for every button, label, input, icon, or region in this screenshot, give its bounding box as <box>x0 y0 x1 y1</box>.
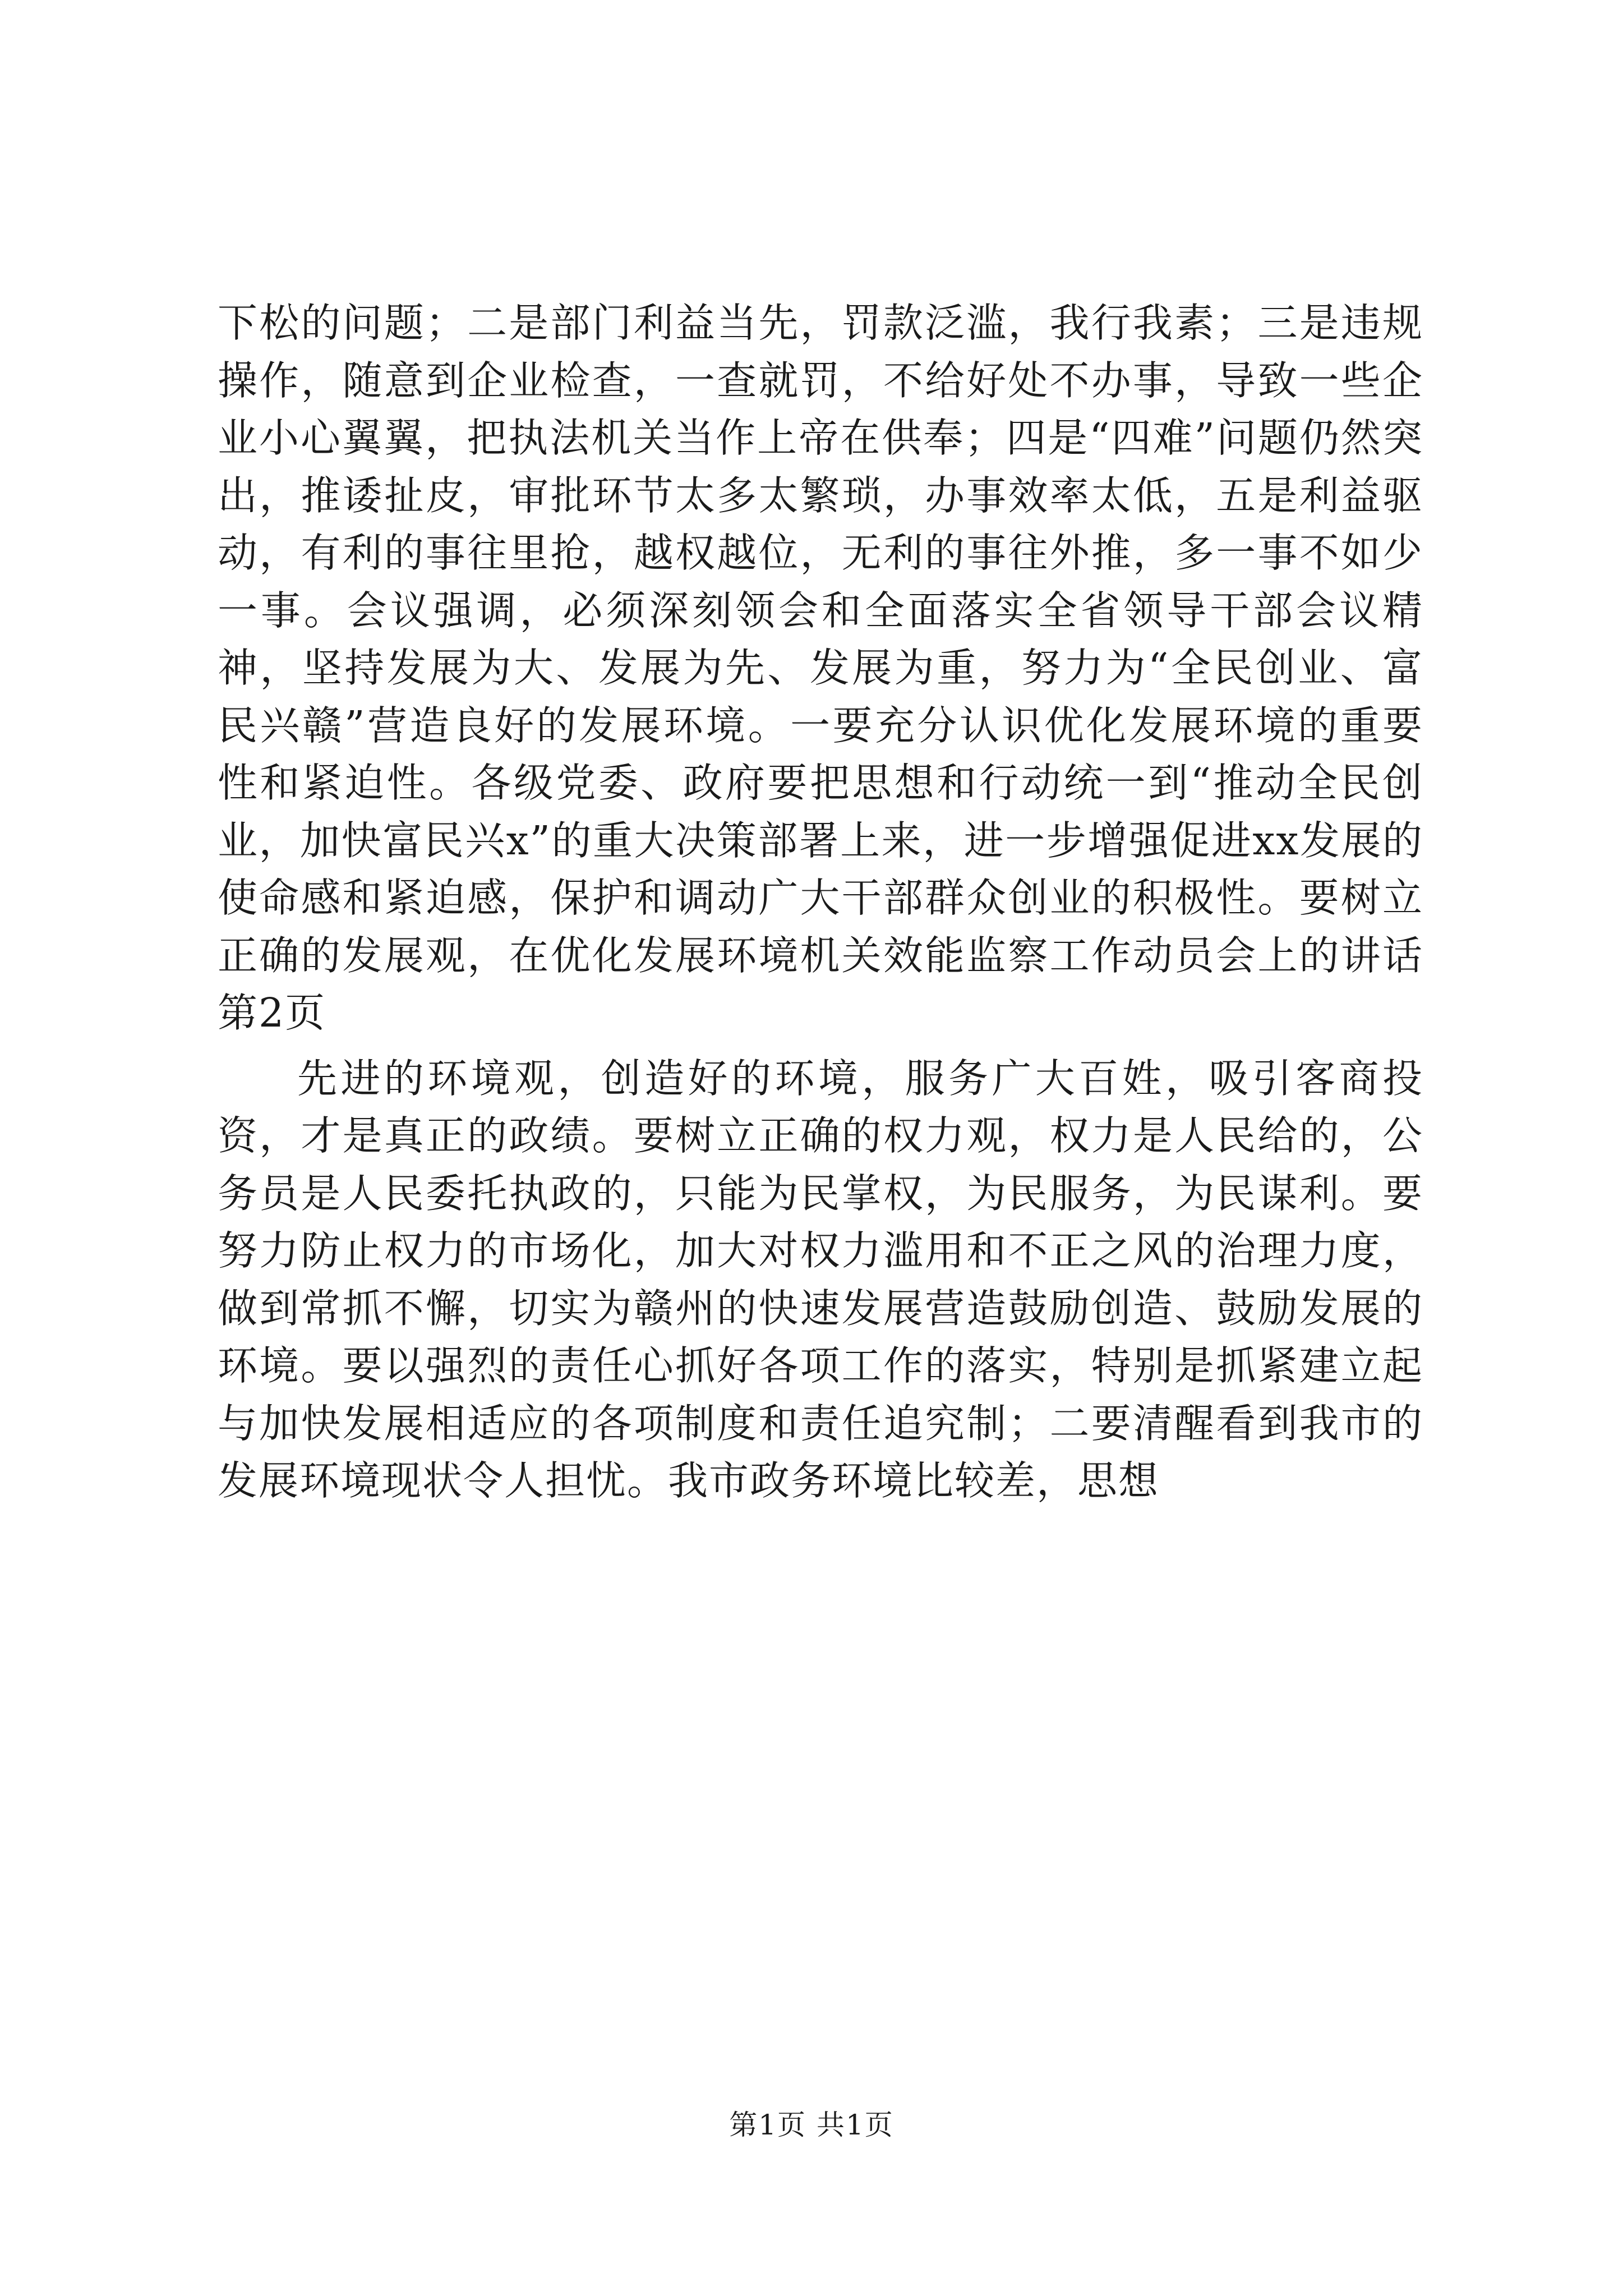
document-body <box>218 295 1423 1510</box>
body-paragraph-1: 下松的问题；二是部门利益当先，罚款泛滥，我行我素；三是违规操作，随意到企业检查，一查就罚，不给好处不办事，导致一些企业小心翼翼，把执法机关当作上帝在供奉；四是“四难”问题仍然突出，推诿扯皮，审批环节太多太繁琐，办事效率太低，五是利益驱动，有利的事往里抢，越权越位，无利的事往外推，多一事不如少一事。会议强调，必须深刻领会和全面落实全省领导干部会议精神，坚持发展为大、发展为先、发展为重，努力为“全民创业、富民兴赣”营造良好的发展环境。一要充分认识优化发展环境的重要性和紧迫性。各级党委、政府要把思想和行动统一到“推动全民创业，加快富民兴x”的重大决策部署上来，进一步增强促进xx发展的使命感和紧迫感，保护和调动广大干部群众创业的积极性。要树立正确的发展观，在优化发展环境机关效能监察工作动员会上的讲话第2页 <box>218 300 1423 1036</box>
page-footer: 第1页 共1页 <box>729 2109 894 2141</box>
body-paragraph-2: 先进的环境观，创造好的环境，服务广大百姓，吸引客商投资，才是真正的政绩。要树立正确的权力观，权力是人民给的，公务员是人民委托执政的，只能为民掌权，为民服务，为民谋利。要努力防止权力的市场化，加大对权力滥用和不正之风的治理力度，做到常抓不懈，切实为赣州的快速发展营造鼓励创造、鼓励发展的环境。要以强烈的责任心抓好各项工作的落实，特别是抓紧建立起与加快发展相适应的各项制度和责任追究制；二要清醒看到我市的发展环境现状令人担忧。我市政务环境比较差，思想 <box>218 1055 1423 1504</box>
